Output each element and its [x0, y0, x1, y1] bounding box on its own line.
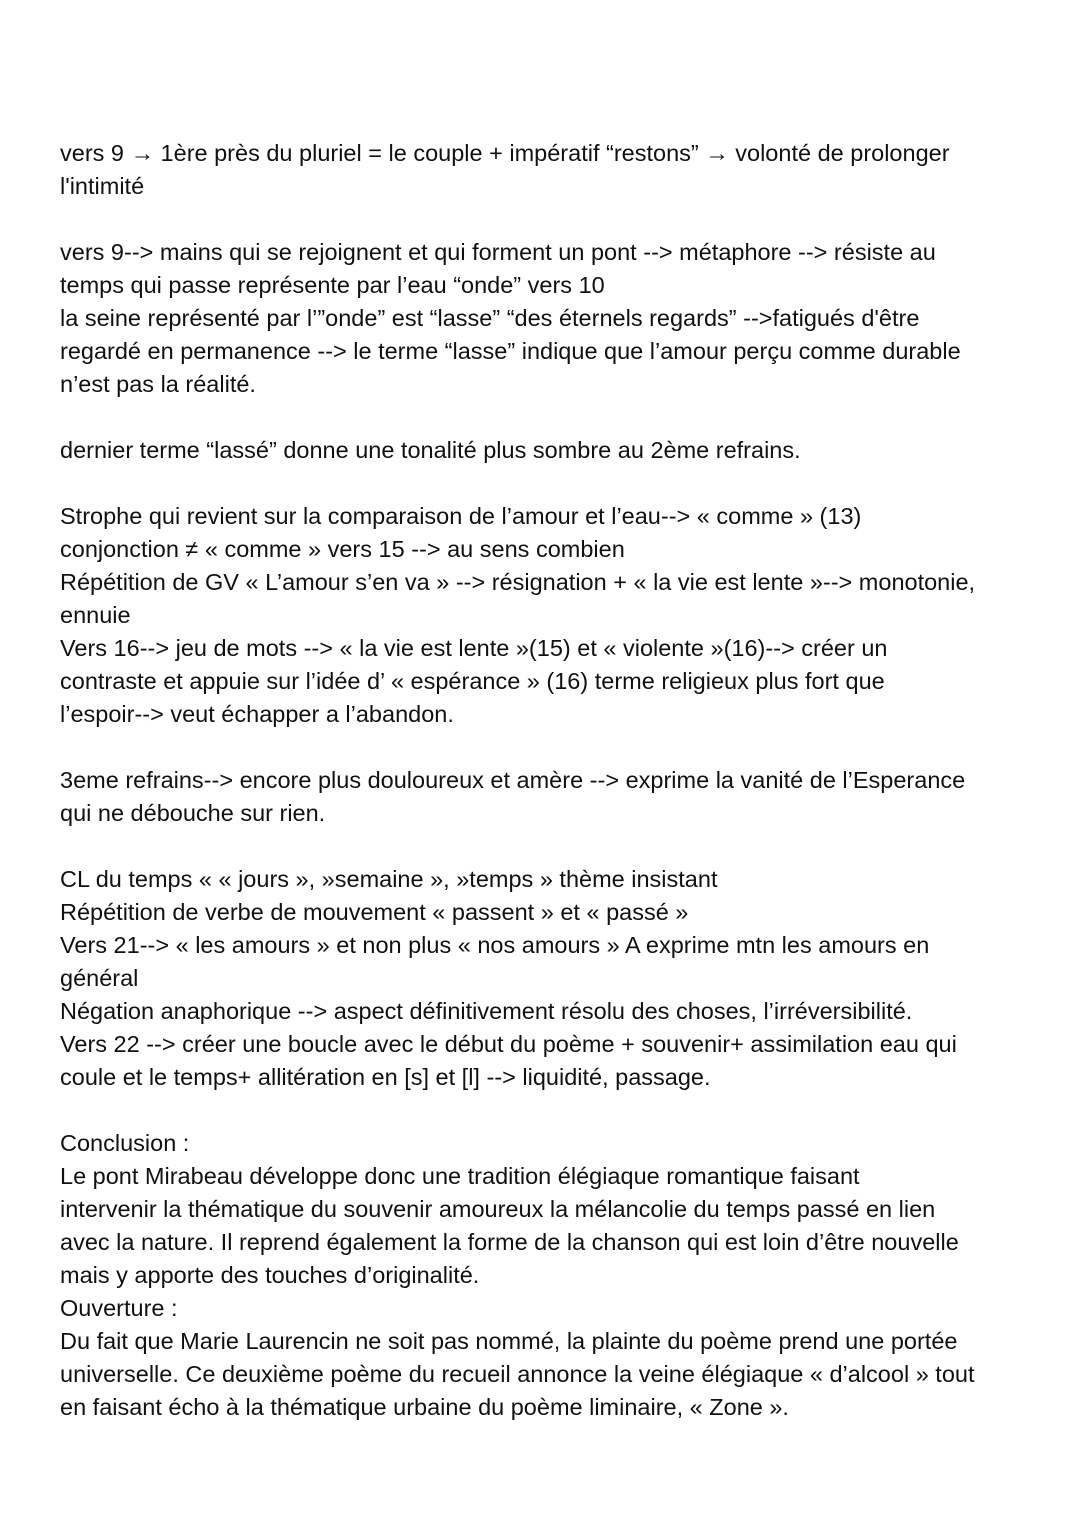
paragraph-conclusion-ouverture [60, 1127, 1040, 1424]
text-line: avec la nature. Il reprend également la forme de la chanson qui est loin d’être nouvelle [60, 1229, 959, 1255]
paragraph-dernier-terme [60, 434, 1040, 467]
text-line: mais y apporte des touches d’originalité. [60, 1262, 480, 1288]
text-line: Vers 22 --> créer une boucle avec le début du poème + souvenir+ assimilation eau qui [60, 1031, 957, 1057]
text-line: Négation anaphorique --> aspect définitivement résolu des choses, l’irréversibilité. [60, 998, 913, 1024]
text-line: Vers 16--> jeu de mots --> « la vie est lente »(15) et « violente »(16)--> créer un [60, 635, 888, 661]
text-line: universelle. Ce deuxième poème du recueil annonce la veine élégiaque « d’alcool » tout [60, 1361, 975, 1387]
text-line: temps qui passe représente par l’eau “onde” vers 10 [60, 272, 605, 298]
text-line: Le pont Mirabeau développe donc une tradition élégiaque romantique faisant [60, 1163, 860, 1189]
paragraph-3eme-refrain [60, 764, 1040, 830]
text-line: coule et le temps+ allitération en [s] et [l] --> liquidité, passage. [60, 1064, 711, 1090]
text-line: Du fait que Marie Laurencin ne soit pas nommé, la plainte du poème prend une portée [60, 1328, 958, 1354]
document-page [60, 137, 1040, 1424]
text-line: contraste et appuie sur l’idée d’ « espérance » (16) terme religieux plus fort que [60, 668, 885, 694]
text-line: Vers 21--> « les amours » et non plus « nos amours » A exprime mtn les amours en [60, 932, 930, 958]
text-line: vers 9 → 1ère près du pluriel = le couple + impératif “restons” → volonté de prolonger [60, 140, 950, 166]
text-line: l’espoir--> veut échapper a l’abandon. [60, 701, 454, 727]
text-line: n’est pas la réalité. [60, 371, 256, 397]
text-line: conjonction ≠ « comme » vers 15 --> au sens combien [60, 536, 625, 562]
paragraph-vers-9-intimite [60, 137, 1040, 203]
paragraph-vers-9-pont [60, 236, 1040, 401]
text-line: Répétition de GV « L’amour s’en va » --> résignation + « la vie est lente »--> monotonie, [60, 569, 976, 595]
text-line: en faisant écho à la thématique urbaine du poème liminaire, « Zone ». [60, 1394, 789, 1420]
text-line: vers 9--> mains qui se rejoignent et qui forment un pont --> métaphore --> résiste au [60, 239, 936, 265]
text-line: dernier terme “lassé” donne une tonalité plus sombre au 2ème refrains. [60, 437, 801, 463]
conclusion-heading: Conclusion : [60, 1130, 190, 1156]
text-line: CL du temps « « jours », »semaine », »temps » thème insistant [60, 866, 718, 892]
text-line: ennuie [60, 602, 131, 628]
ouverture-heading: Ouverture : [60, 1295, 178, 1321]
text-line: Strophe qui revient sur la comparaison de l’amour et l’eau--> « comme » (13) [60, 503, 862, 529]
text-line: 3eme refrains--> encore plus douloureux et amère --> exprime la vanité de l’Esperance [60, 767, 966, 793]
text-line: intervenir la thématique du souvenir amoureux la mélancolie du temps passé en lien [60, 1196, 936, 1222]
text-line: la seine représenté par l’”onde” est “lasse” “des éternels regards” -->fatigués d'être [60, 305, 920, 331]
text-line: Répétition de verbe de mouvement « passent » et « passé » [60, 899, 689, 925]
paragraph-strophe-comparaison [60, 500, 1040, 731]
text-line: regardé en permanence --> le terme “lasse” indique que l’amour perçu comme durable [60, 338, 961, 364]
text-line: qui ne débouche sur rien. [60, 800, 326, 826]
text-line: l'intimité [60, 173, 145, 199]
text-line: général [60, 965, 139, 991]
paragraph-champ-lexical-temps [60, 863, 1040, 1094]
